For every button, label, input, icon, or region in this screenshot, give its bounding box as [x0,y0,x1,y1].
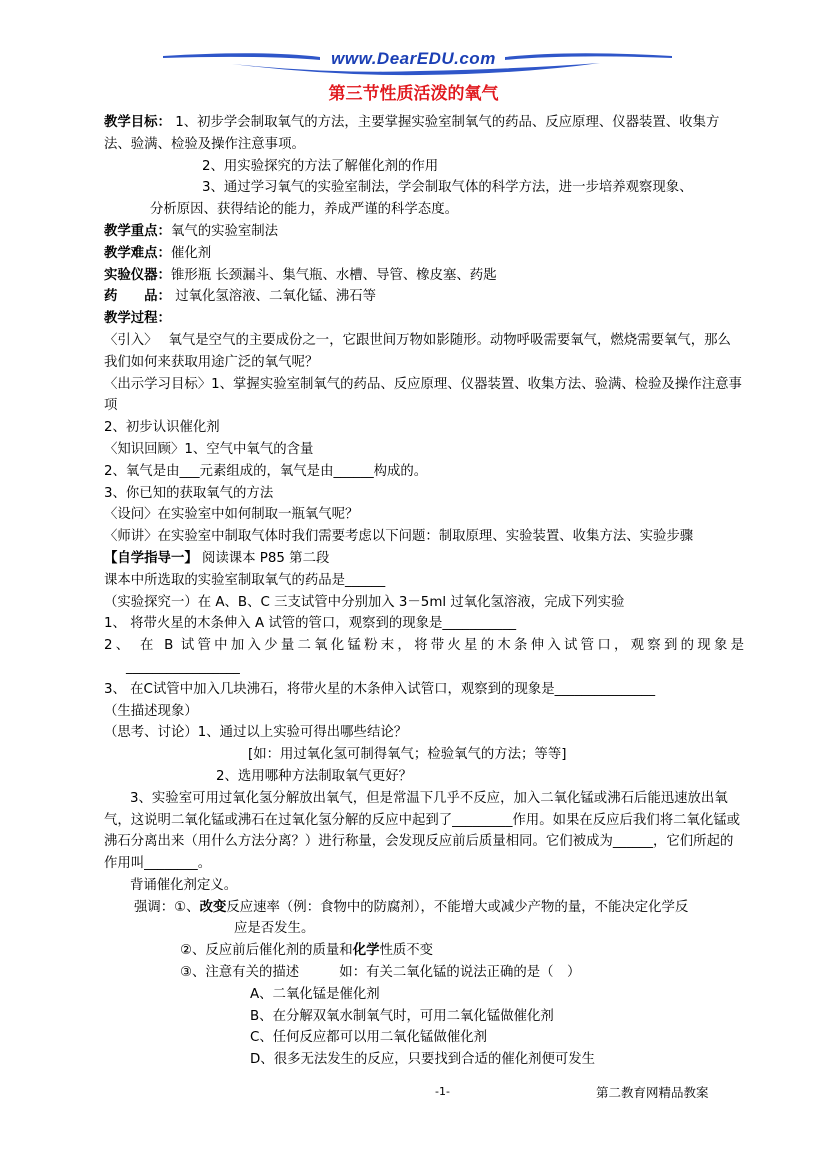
discuss-hint: [如：用过氧化氢可制得氧气；检验氧气的方法；等等] [248,747,567,763]
intro-paragraph: 〈引入〉 氧气是空气的主要成份之一，它跟世间万物如影随形。动物呼吸需要氧气，燃烧需要氧气，那么我们如何来获取用途广泛的氧气呢？ [104,332,731,370]
page-number: -1- [435,1085,450,1098]
point-2-b: 性质不变 [379,943,434,959]
reagents-text: 过氧化氢溶液、二氧化锰、沸石等 [170,289,377,305]
drug-question: 课本中所选取的实验室制取氧气的药品是______ [104,572,386,588]
point-3: ③、注意有关的描述 如：有关二氧化锰的说法正确的是（ ） [180,965,581,981]
footer-source: 第二教育网精品教案 [596,1085,709,1100]
page-title: 第三节性质活泼的氧气 [328,84,499,104]
instruments-line [104,265,744,287]
lesson-content [104,112,744,1071]
objective-1: 1、初步学会制取氧气的方法，主要掌握实验室制氧气的药品、反应原理、仪器装置、收集方法、验满、检验及操作注意事项。 [104,115,720,152]
instruments-text: 锥形瓶 长颈漏斗、集气瓶、水槽、导管、橡皮塞、药匙 [170,267,497,283]
review-2: 2、氧气是由___元素组成的，氧气是由______构成的。 [104,463,428,479]
emphasis-bold: 改变 [199,899,227,915]
emphasis-continued: 应是否发生。 [234,921,315,937]
experiment-2: 2、 在 B 试管中加入少量二氧化锰粉末，将带火星的木条伸入试管口，观察到的现象是 [104,638,744,654]
explore-line: （实验探究一）在 A、B、C 三支试管中分别加入 3－5ml 过氧化氢溶液，完成下列实验 [104,594,625,610]
point-2 [104,940,744,962]
describe-line: （生描述现象） [104,703,198,719]
question-line: 〈设问〉在实验室中如何制取一瓶氧气呢？ [104,507,359,523]
review-3: 3、你已知的获取氧气的方法 [104,485,274,501]
experiment-3: 3、 在C试管中加入几块沸石，将带火星的木条伸入试管口，观察到的现象是_______________ [104,681,656,697]
teacher-line: 〈师讲〉在实验室中制取气体时我们需要考虑以下问题：制取原理、实验装置、收集方法、实验步骤 [104,529,694,545]
point-2-bold: 化学 [352,943,380,959]
review-1: 〈知识回顾〉1、空气中氧气的含量 [104,441,314,457]
reagents-label: 药 品： [104,289,171,305]
objective-2: 2、用实验探究的方法了解催化剂的作用 [202,158,439,174]
discuss-line: （思考、讨论）1、通过以上实验可得出哪些结论？ [104,725,408,741]
catalyst-paragraph: 3、实验室可用过氧化氢分解放出氧气，但是常温下几乎不反应，加入二氧化锰或沸石后能迅速放出氧气，这说明二氧化锰或沸石在过氧化氢分解的反应中起到了_________作用。如果在反应后我们将二氧化锰或沸石分离出来（用什么方法分离？）进行称量，会发现反应前后质量相同。它们被成为______，它们所起的作用叫________。 [104,790,741,872]
objective-3b: 分析原因、获得结论的能力，养成严谨的科学态度。 [150,202,458,218]
goal-2: 2、初步认识催化剂 [104,420,220,436]
emphasis-rest: 反应速率（例：食物中的防腐剂），不能增大或减少产物的量，不能决定化学反 [226,899,689,915]
key-point-text: 氧气的实验室制法 [170,223,279,239]
discuss-2: 2、选用哪种方法制取氧气更好？ [216,768,412,784]
key-point-line [104,221,744,243]
option-b: B、在分解双氧水制氧气时，可用二氧化锰做催化剂 [250,1008,554,1024]
site-logo [0,48,827,78]
instruments-label: 实验仪器： [104,267,171,283]
difficulty-text: 催化剂 [170,245,212,261]
guide-line [104,548,744,570]
guide-text: 阅读课本 P85 第二段 [197,550,330,566]
experiment-2-blank: _________________ [126,659,240,675]
point-2-a: ②、反应前后催化剂的质量和 [180,943,353,959]
emphasis-label: 强调：①、 [134,899,200,915]
experiment-1: 1、 将带火星的木条伸入 A 试管的管口，观察到的现象是___________ [104,616,517,632]
logo-text: www.DearEDU.com [331,49,496,68]
reagents-line [104,286,744,308]
option-a: A、二氧化锰是催化剂 [250,986,380,1002]
recite-line: 背诵催化剂定义。 [130,877,238,893]
option-c: C、任何反应都可以用二氧化锰做催化剂 [250,1030,487,1046]
difficulty-label: 教学难点： [104,245,171,261]
guide-label: 【自学指导一】 [104,550,198,566]
option-d: D、很多无法发生的反应，只要找到合适的催化剂便可发生 [250,1052,596,1068]
objectives-label: 教学目标： [104,115,171,130]
process-label: 教学过程： [104,311,171,327]
key-point-label: 教学重点： [104,223,171,239]
emphasis-line [104,897,744,919]
objective-3a: 3、通过学习氧气的实验室制法，学会制取气体的科学方法，进一步培养观察现象、 [202,180,693,196]
goals-paragraph: 〈出示学习目标〉1、掌握实验室制氧气的药品、反应原理、仪器装置、收集方法、验满、检验及操作注意事项 [104,376,742,414]
difficulty-line [104,243,744,265]
objectives-line [104,112,744,156]
